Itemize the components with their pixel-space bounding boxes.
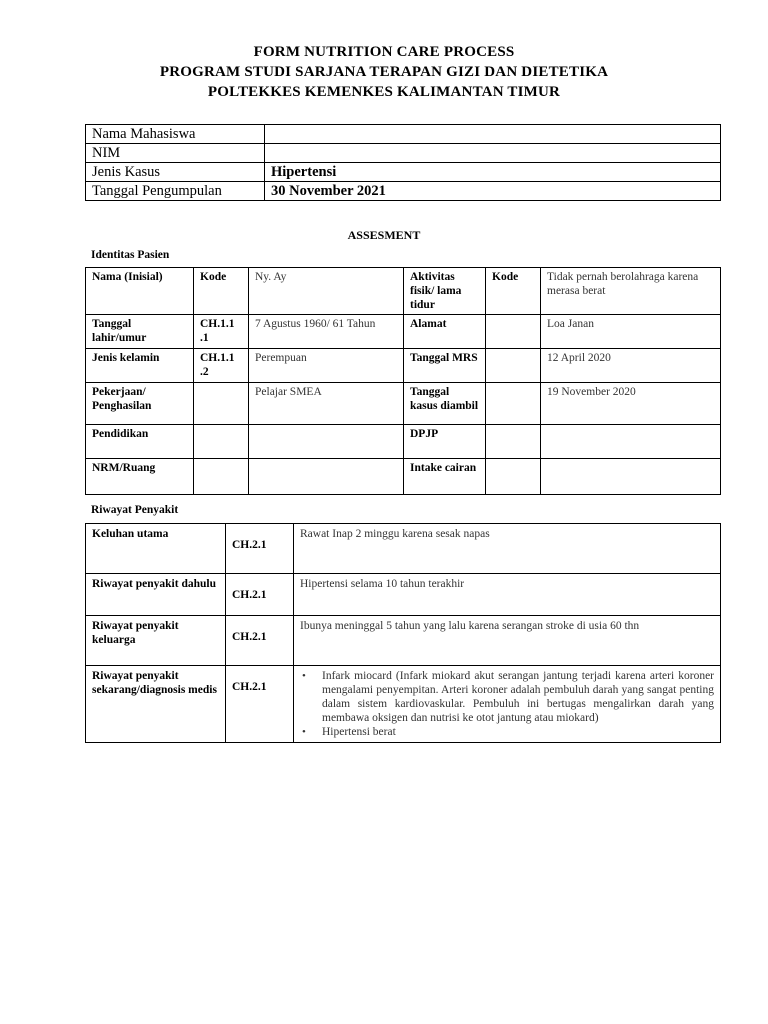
history-value: Rawat Inap 2 minggu karena sesak napas	[294, 524, 721, 574]
code-header: Kode	[194, 268, 249, 315]
field-value: Perempuan	[249, 349, 404, 383]
form-title: FORM NUTRITION CARE PROCESS	[253, 44, 515, 60]
field-label: DPJP	[404, 425, 486, 459]
field-code	[194, 425, 249, 459]
info-value	[265, 144, 721, 163]
field-label: Aktivitas fisik/ lama tidur	[404, 268, 486, 315]
table-row	[86, 182, 721, 201]
history-label: Riwayat penyakit dahulu	[86, 574, 226, 616]
field-value: Tidak pernah berolahraga karena merasa berat	[541, 268, 721, 315]
table-row	[86, 459, 721, 495]
field-value	[541, 459, 721, 495]
field-value: Pelajar SMEA	[249, 383, 404, 425]
history-label: Keluhan utama	[86, 524, 226, 574]
riwayat-penyakit-title: Riwayat Penyakit	[91, 504, 179, 516]
table-row	[86, 425, 721, 459]
history-value: Hipertensi selama 10 tahun terakhir	[294, 574, 721, 616]
history-code: CH.2.1	[226, 616, 294, 666]
table-row	[86, 349, 721, 383]
field-label: Nama (Inisial)	[86, 268, 194, 315]
field-code	[486, 425, 541, 459]
table-row	[86, 524, 721, 574]
student-info-table	[85, 124, 721, 201]
info-value: 30 November 2021	[265, 182, 721, 201]
program-title: PROGRAM STUDI SARJANA TERAPAN GIZI DAN DIETETIKA	[159, 64, 609, 80]
field-value	[249, 425, 404, 459]
table-row	[86, 163, 721, 182]
riwayat-penyakit-table	[85, 523, 721, 743]
info-label: NIM	[86, 144, 265, 163]
table-row	[86, 574, 721, 616]
field-label: NRM/Ruang	[86, 459, 194, 495]
history-code: CH.2.1	[226, 666, 294, 743]
field-code	[486, 315, 541, 349]
info-label: Jenis Kasus	[86, 163, 265, 182]
table-row	[86, 125, 721, 144]
table-row	[86, 383, 721, 425]
field-label: Pendidikan	[86, 425, 194, 459]
institution-title: POLTEKKES KEMENKES KALIMANTAN TIMUR	[207, 84, 561, 100]
field-label: Tanggal kasus diambil	[404, 383, 486, 425]
field-value: 7 Agustus 1960/ 61 Tahun	[249, 315, 404, 349]
history-label: Riwayat penyakit sekarang/diagnosis medis	[86, 666, 226, 743]
field-value	[249, 459, 404, 495]
history-code: CH.2.1	[226, 524, 294, 574]
history-label: Riwayat penyakit keluarga	[86, 616, 226, 666]
field-label: Tanggal lahir/umur	[86, 315, 194, 349]
info-label: Nama Mahasiswa	[86, 125, 265, 144]
field-label: Pekerjaan/ Penghasilan	[86, 383, 194, 425]
field-code	[194, 459, 249, 495]
list-item: • Hipertensi berat	[322, 725, 714, 739]
assesment-title: ASSESMENT	[347, 228, 421, 242]
field-label: Jenis kelamin	[86, 349, 194, 383]
table-row	[86, 616, 721, 666]
table-row	[86, 144, 721, 163]
info-label: Tanggal Pengumpulan	[86, 182, 265, 201]
field-label: Alamat	[404, 315, 486, 349]
field-value: 12 April 2020	[541, 349, 721, 383]
table-row	[86, 268, 721, 315]
document-header	[0, 42, 768, 102]
identitas-pasien-table	[85, 267, 721, 495]
info-value: Hipertensi	[265, 163, 721, 182]
list-item: • Infark miocard (Infark miokard akut serangan jantung terjadi karena arteri koroner mengalami penyempitan. Arteri koroner adalah pembuluh darah yang sangat penting dalam sistem kardiovaskular. Pembuluh ini bertugas mengalirkan darah yang membawa oksigen dan nutrisi ke otot jantung atau miokard)	[322, 669, 714, 725]
field-label: Tanggal MRS	[404, 349, 486, 383]
field-value	[541, 425, 721, 459]
field-code	[486, 459, 541, 495]
field-label: Intake cairan	[404, 459, 486, 495]
field-value: Loa Janan	[541, 315, 721, 349]
diagnosis-list	[300, 669, 714, 739]
code-header: Kode	[486, 268, 541, 315]
table-row	[86, 666, 721, 743]
field-value: 19 November 2020	[541, 383, 721, 425]
field-code	[486, 383, 541, 425]
field-code: CH.1.1 .2	[194, 349, 249, 383]
history-value: Ibunya meninggal 5 tahun yang lalu karena serangan stroke di usia 60 thn	[294, 616, 721, 666]
identitas-pasien-title: Identitas Pasien	[91, 249, 170, 261]
field-code	[194, 383, 249, 425]
field-code: CH.1.1 .1	[194, 315, 249, 349]
field-value: Ny. Ay	[249, 268, 404, 315]
field-code	[486, 349, 541, 383]
info-value	[265, 125, 721, 144]
history-code: CH.2.1	[226, 574, 294, 616]
history-value	[294, 666, 721, 743]
table-row	[86, 315, 721, 349]
